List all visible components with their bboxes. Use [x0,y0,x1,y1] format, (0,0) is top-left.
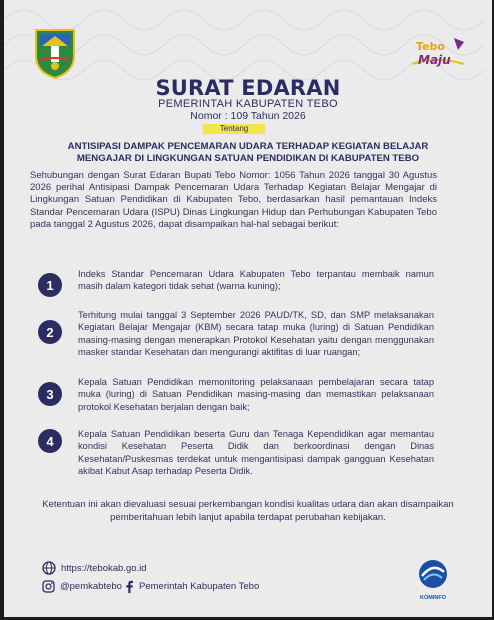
instagram-handle: @pemkabtebo [60,581,122,592]
website-url: https://tebokab.go.id [61,562,147,574]
kominfo-label: KOMINFO [420,595,446,601]
item-number-badge: 3 [38,382,62,406]
tebo-maju-logo [408,34,468,72]
circular-letter-page [4,0,492,617]
subject-line-1: ANTISIPASI DAMPAK PENCEMARAN UDARA TERHADAP KEGIATAN BELAJAR [67,141,429,152]
instagram-link[interactable] [42,580,122,593]
tebo-maju-logo-mark [408,34,468,72]
list-item-2 [24,310,464,370]
kominfo-emblem [416,558,450,590]
issuer-name: PEMERINTAH KABUPATEN TEBO [158,98,338,110]
about-label: Tentang [203,124,265,134]
intro-paragraph: Sehubungan dengan Surat Edaran Bupati Tebo Nomor: 1056 Tahun 2026 tanggal 30 Agustus 2026 perihal Antisipasi Dampak Pencemaran Udara Terhadap Kegiatan Belajar Mengajar di Lingkungan Satuan Pendidikan di Kabupaten Tebo, berdasarkan hasil pemantauan Indeks Standar Pencemaran Udara (ISPU) Dinas Lingkungan Hidup dan Perhubungan Kabupaten Tebo pada tanggal 2 Agustus 2026, dapat disampaikan hal-hal sebagai berikut: [30,170,437,230]
item-number-badge: 4 [38,429,62,453]
website-link[interactable] [42,561,147,575]
item-text: Kepala Satuan Pendidikan memonitoring pelaksanaan pembelajaran secara tatap muka (luring) di Satuan Pendidikan masing-masing dan memastikan pelaksanaan protokol Kesehatan berjalan dengan baik; [78,377,434,412]
item-text: Terhitung mulai tanggal 3 September 2026 PAUD/TK, SD, dan SMP melaksanakan Kegiatan Belajar Mengajar (KBM) secara tatap muka (luring) di Satuan Pendidikan masing-masing dengan menerapkan Protokol Kesehatan yaitu dengan menggunakan masker standar Kesehatan dan mengurangi aktifitas di luar ruangan; [78,310,434,357]
kominfo-logo [416,558,450,601]
maju-logo-word: Maju [418,53,451,67]
document-number: Nomor : 109 Tahun 2026 [190,110,306,122]
facebook-icon [124,580,134,593]
item-number-badge: 2 [38,320,62,344]
item-text: Kepala Satuan Pendidikan beserta Guru dan Tenaga Kependidikan agar memantau kondisi Kesehatan Peserta Didik dan berkoordinasi dengan Dinas Kesehatan/Puskesmas terdekat untuk mengantisipasi dampak gangguan Kesehatan akibat Kabut Asap terhadap Peserta Didik. [78,429,434,476]
item-number-badge: 1 [38,273,62,297]
globe-icon [42,561,56,575]
subject-heading [64,141,432,164]
regency-logo [32,26,78,80]
document-title: SURAT EDARAN [155,76,341,100]
tebo-logo-word: Tebo [416,40,445,53]
item-text: Indeks Standar Pencemaran Udara Kabupaten Tebo terpantau membaik namun masih dalam kategori tidak sehat (warna kuning); [78,269,434,292]
subject-line-2: MENGAJAR DI LINGKUNGAN SATUAN PENDIDIKAN DI KABUPATEN TEBO [76,152,420,164]
closing-paragraph: Ketentuan ini akan dievaluasi sesuai perkembangan kondisi kualitas udara dan akan disampaikan pemberitahuan lebih lanjut apabila terdapat perubahan kebijakan. [42,499,454,523]
list-item-4 [24,427,464,487]
facebook-page-name: Pemerintah Kabupaten Tebo [139,581,260,592]
instagram-icon [42,580,55,593]
facebook-link[interactable] [124,580,259,593]
